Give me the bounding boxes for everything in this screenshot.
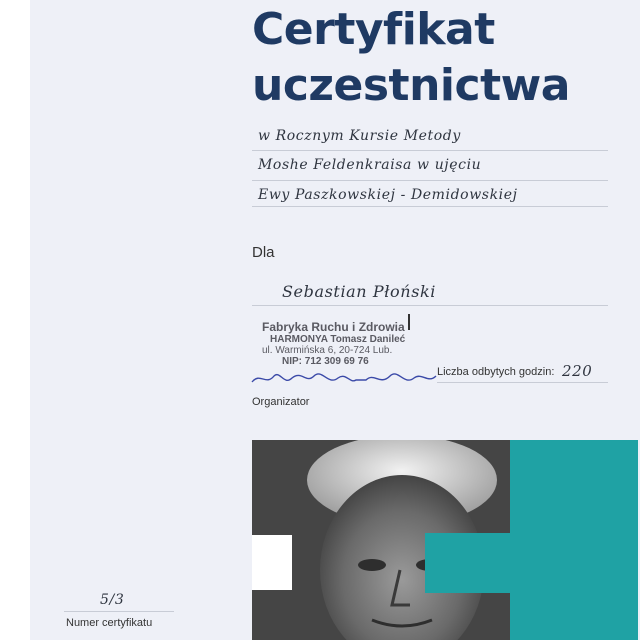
organizer-stamp bbox=[262, 320, 412, 367]
course-rule1 bbox=[252, 150, 608, 151]
organizer-label: Organizator bbox=[252, 396, 310, 408]
for-label: Dla bbox=[252, 244, 275, 261]
certificate-title-line1: Certyfikat bbox=[252, 4, 495, 55]
stamp-line3: ul. Warmińska 6, 20-724 Lub. bbox=[262, 345, 393, 356]
hours-value: 220 bbox=[562, 362, 593, 380]
course-line1: w Rocznym Kursie Metody bbox=[258, 128, 461, 144]
teal-block-right bbox=[510, 440, 638, 640]
hours-rule bbox=[437, 382, 608, 383]
course-rule2 bbox=[252, 180, 608, 181]
course-line3: Ewy Paszkowskiej - Demidowskiej bbox=[258, 187, 518, 203]
stamp-mark bbox=[408, 314, 410, 330]
course-rule3 bbox=[252, 206, 608, 207]
certificate-number-value: 5/3 bbox=[100, 592, 125, 608]
teal-block-inner bbox=[425, 533, 515, 593]
stamp-line4: NIP: 712 309 69 76 bbox=[282, 356, 369, 367]
hours-label: Liczba odbytych godzin: bbox=[437, 366, 555, 378]
stamp-line1: Fabryka Ruchu i Zdrowia bbox=[262, 320, 405, 334]
white-block-left bbox=[252, 535, 292, 590]
certificate-title-line2: uczestnictwa bbox=[252, 60, 570, 111]
organizer-signature bbox=[250, 364, 438, 390]
course-line2: Moshe Feldenkraisa w ujęciu bbox=[258, 157, 482, 173]
name-rule bbox=[252, 305, 608, 306]
stamp-line2: HARMONYA Tomasz Danileć bbox=[270, 334, 406, 345]
certificate-number-label: Numer certyfikatu bbox=[66, 617, 153, 629]
participant-name: Sebastian Płoński bbox=[282, 282, 437, 301]
certificate-number-rule bbox=[64, 611, 174, 612]
